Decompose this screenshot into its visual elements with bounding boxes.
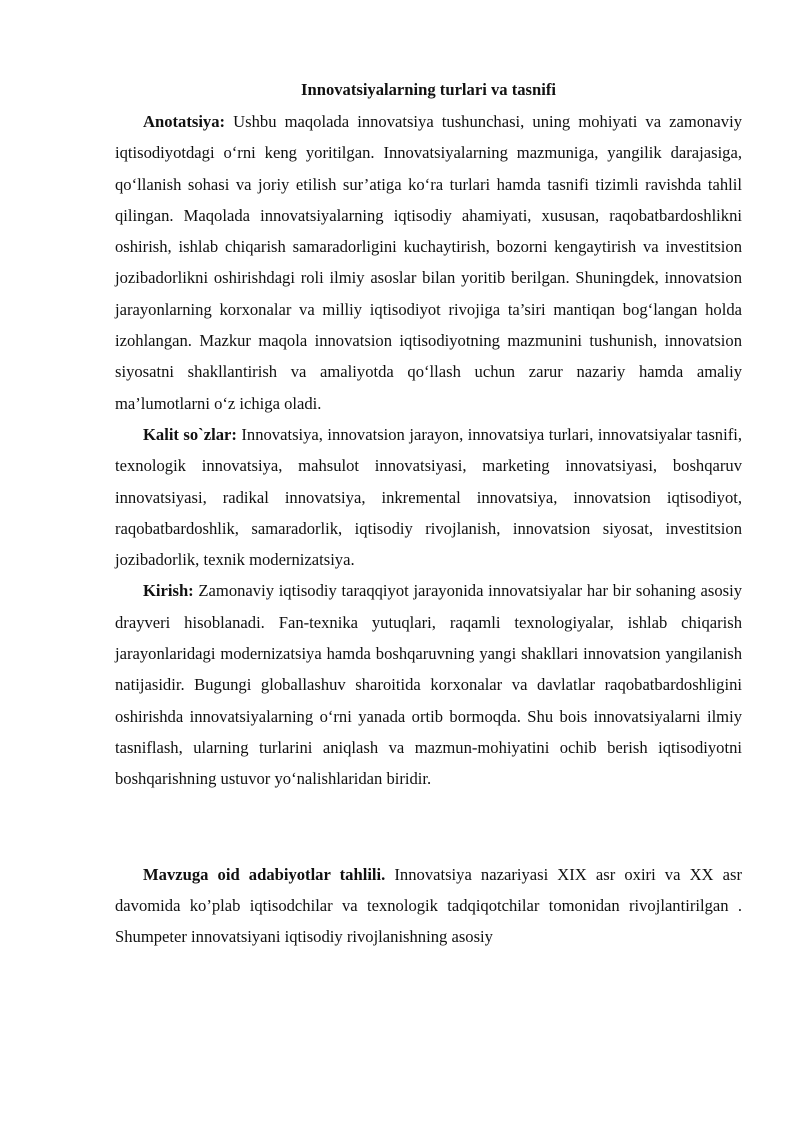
section-spacer xyxy=(115,795,742,859)
abstract-text: Ushbu maqolada innovatsiya tushunchasi, uning mohiyati va zamonaviy iqtisodiyotdagi o‘rni keng yoritilgan. Innovatsiyalarning mazmuniga, yangilik darajasiga, qo‘llanish sohasi va joriy etilish sur’atiga ko‘ra turlari hamda tasnifi tizimli ravishda tahlil qilingan. Maqolada innovatsiyalarning iqtisodiy ahamiyati, xususan, raqobatbardoshlikni oshirish, ishlab chiqarish samaradorligini kuchaytirish, bozorni kengaytirish va investitsion jozibadorlikni oshirishdagi roli ilmiy asoslar bilan yoritib berilgan. Shuningdek, innovatsion jarayonlarning korxonalar va milliy iqtisodiyot rivojiga ta’siri mantiqan bog‘langan holda izohlangan. Mazkur maqola innovatsion iqtisodiyotning mazmunini tushunish, innovatsion siyosatni shakllantirish va amaliyotda qo‘llash uchun zarur nazariy hamda amaliy ma’lumotlarni o‘z ichiga oladi. xyxy=(115,112,742,413)
literature-text: Innovatsiya nazariyasi XIX asr oxiri va XX asr davomida ko’plab iqtisodchilar va texnologik tadqiqotchilar tomonidan rivojlantirilgan . Shumpeter innovatsiyani iqtisodiy rivojlanishning asosiy xyxy=(115,864,742,947)
literature-paragraph xyxy=(115,859,742,953)
keywords-paragraph xyxy=(115,419,742,575)
literature-label: Mavzuga oid adabiyotlar tahlili. xyxy=(143,864,386,884)
introduction-label: Kirish: xyxy=(143,581,194,601)
abstract-label: Anotatsiya: xyxy=(143,112,226,131)
article-title: Innovatsiyalarning turlari va tasnifi xyxy=(301,80,556,99)
keywords-label: Kalit so`zlar: xyxy=(143,424,237,444)
introduction-text: Zamonaviy iqtisodiy taraqqiyot jarayonida innovatsiyalar har bir sohaning asosiy drayveri hisoblanadi. Fan-texnika yutuqlari, raqamli texnologiyalar, ishlab chiqarish jarayonlaridagi modernizatsiya hamda boshqaruvning yangi shakllari innovatsion yangilanish natijasidir. Bugungi globallashuv sharoitida korxonalar va davlatlar raqobatbardoshligini oshirishda innovatsiyalarning o‘rni yanada ortib bormoqda. Shu bois innovatsiyalarni ilmiy tasniflash, ularning turlarini aniqlash va mazmun-mohiyatini ochib berish iqtisodiyotni boshqarishning ustuvor yo‘nalishlaridan biridir. xyxy=(115,581,742,789)
introduction-paragraph xyxy=(115,575,742,794)
document-page xyxy=(115,76,742,952)
keywords-text: Innovatsiya, innovatsion jarayon, innovatsiya turlari, innovatsiyalar tasnifi, texnologik innovatsiya, mahsulot innovatsiyasi, marketing innovatsiyasi, boshqaruv innovatsiyasi, radikal innovatsiya, inkremental innovatsiya, innovatsion iqtisodiyot, raqobatbardoshlik, samaradorlik, iqtisodiy rivojlanish, innovatsion siyosat, investitsion jozibadorlik, texnik modernizatsiya. xyxy=(115,424,743,570)
abstract-paragraph xyxy=(115,106,742,419)
